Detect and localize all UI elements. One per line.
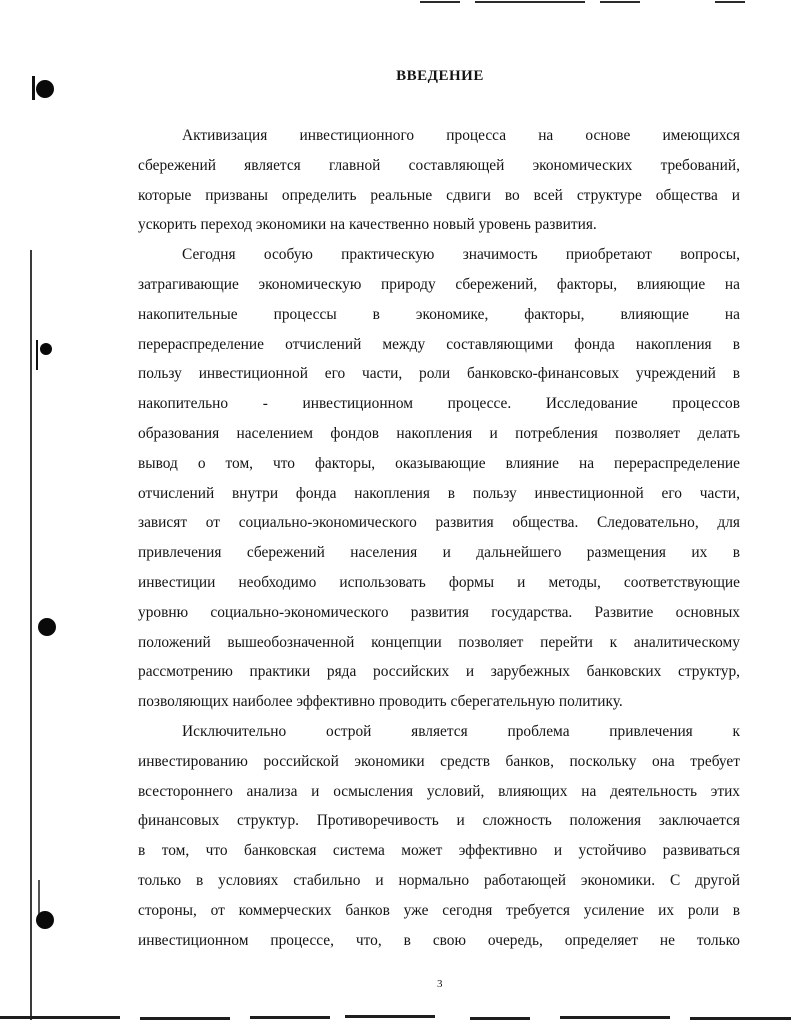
scan-top-edge [0,0,791,6]
punch-hole-mark [36,340,38,370]
text-line: всестороннего анализа и осмысления условий, влияющих на деятельность этих [138,782,740,800]
text-line: образования населением фондов накопления и потребления позволяет делать [138,424,740,442]
text-line: инвестиционном процессе, что, в свою очередь, определяет не только [138,931,740,949]
text-line: ускорить переход экономики на качественно новый уровень развития. [138,216,597,234]
punch-hole [40,343,52,355]
text-line: Исключительно острой является проблема привлечения к [182,722,740,740]
text-line: положений вышеобозначенной концепции позволяет перейти к аналитическому [138,633,740,651]
text-line: накопительно - инвестиционном процессе. Исследование процессов [138,395,740,413]
text-line: уровню социально-экономического развития государства. Развитие основных [138,603,740,621]
text-line: пользу инвестиционной его части, роли банковско-финансовых учреждений в [138,365,740,383]
text-line: накопительные процессы в экономике, факторы, влияющие на [138,305,740,323]
text-line: рассмотрению практики ряда российских и зарубежных банковских структур, [138,663,740,681]
text-line: инвестированию российской экономики средств банков, поскольку она требует [138,752,740,770]
text-line: позволяющих наиболее эффективно проводить сберегательную политику. [138,693,623,711]
text-line: Активизация инвестиционного процесса на основе имеющихся [182,127,740,144]
page-title: ВВЕДЕНИЕ [396,68,484,84]
text-line: финансовых структур. Противоречивость и сложность положения заключается [138,812,740,830]
text-line: только в условиях стабильно и нормально работающей экономики. С другой [138,871,740,889]
punch-hole [38,618,56,636]
punch-hole [36,911,54,929]
text-line: сбережений является главной составляющей экономических требований, [138,156,740,174]
text-line: стороны, от коммерческих банков уже сегодня требуется усиление их роли в [138,901,740,919]
text-line: вывод о том, что факторы, оказывающие влияние на перераспределение [138,454,740,472]
text-line: отчислений внутри фонда накопления в пользу инвестиционной его части, [138,484,740,502]
text-line: инвестиции необходимо использовать формы и методы, соответствующие [138,573,740,591]
scan-left-edge [30,250,32,1020]
text-line: перераспределение отчислений между составляющими фонда накопления в [138,335,740,353]
text-line: привлечения сбережений населения и дальнейшего размещения их в [138,544,740,562]
body-text [138,121,740,955]
text-line: затрагивающие экономическую природу сбережений, факторы, влияющие на [138,275,740,293]
page-number: 3 [437,978,443,990]
text-line: Сегодня особую практическую значимость приобретают вопросы, [182,246,740,264]
scan-bottom-edge [0,1014,791,1022]
text-line: в том, что банковская система может эффективно и устойчиво развиваться [138,842,740,860]
text-line: зависят от социально-экономического развития общества. Следовательно, для [138,514,740,532]
text-line: которые призваны определить реальные сдвиги во всей структуре общества и [138,186,740,204]
